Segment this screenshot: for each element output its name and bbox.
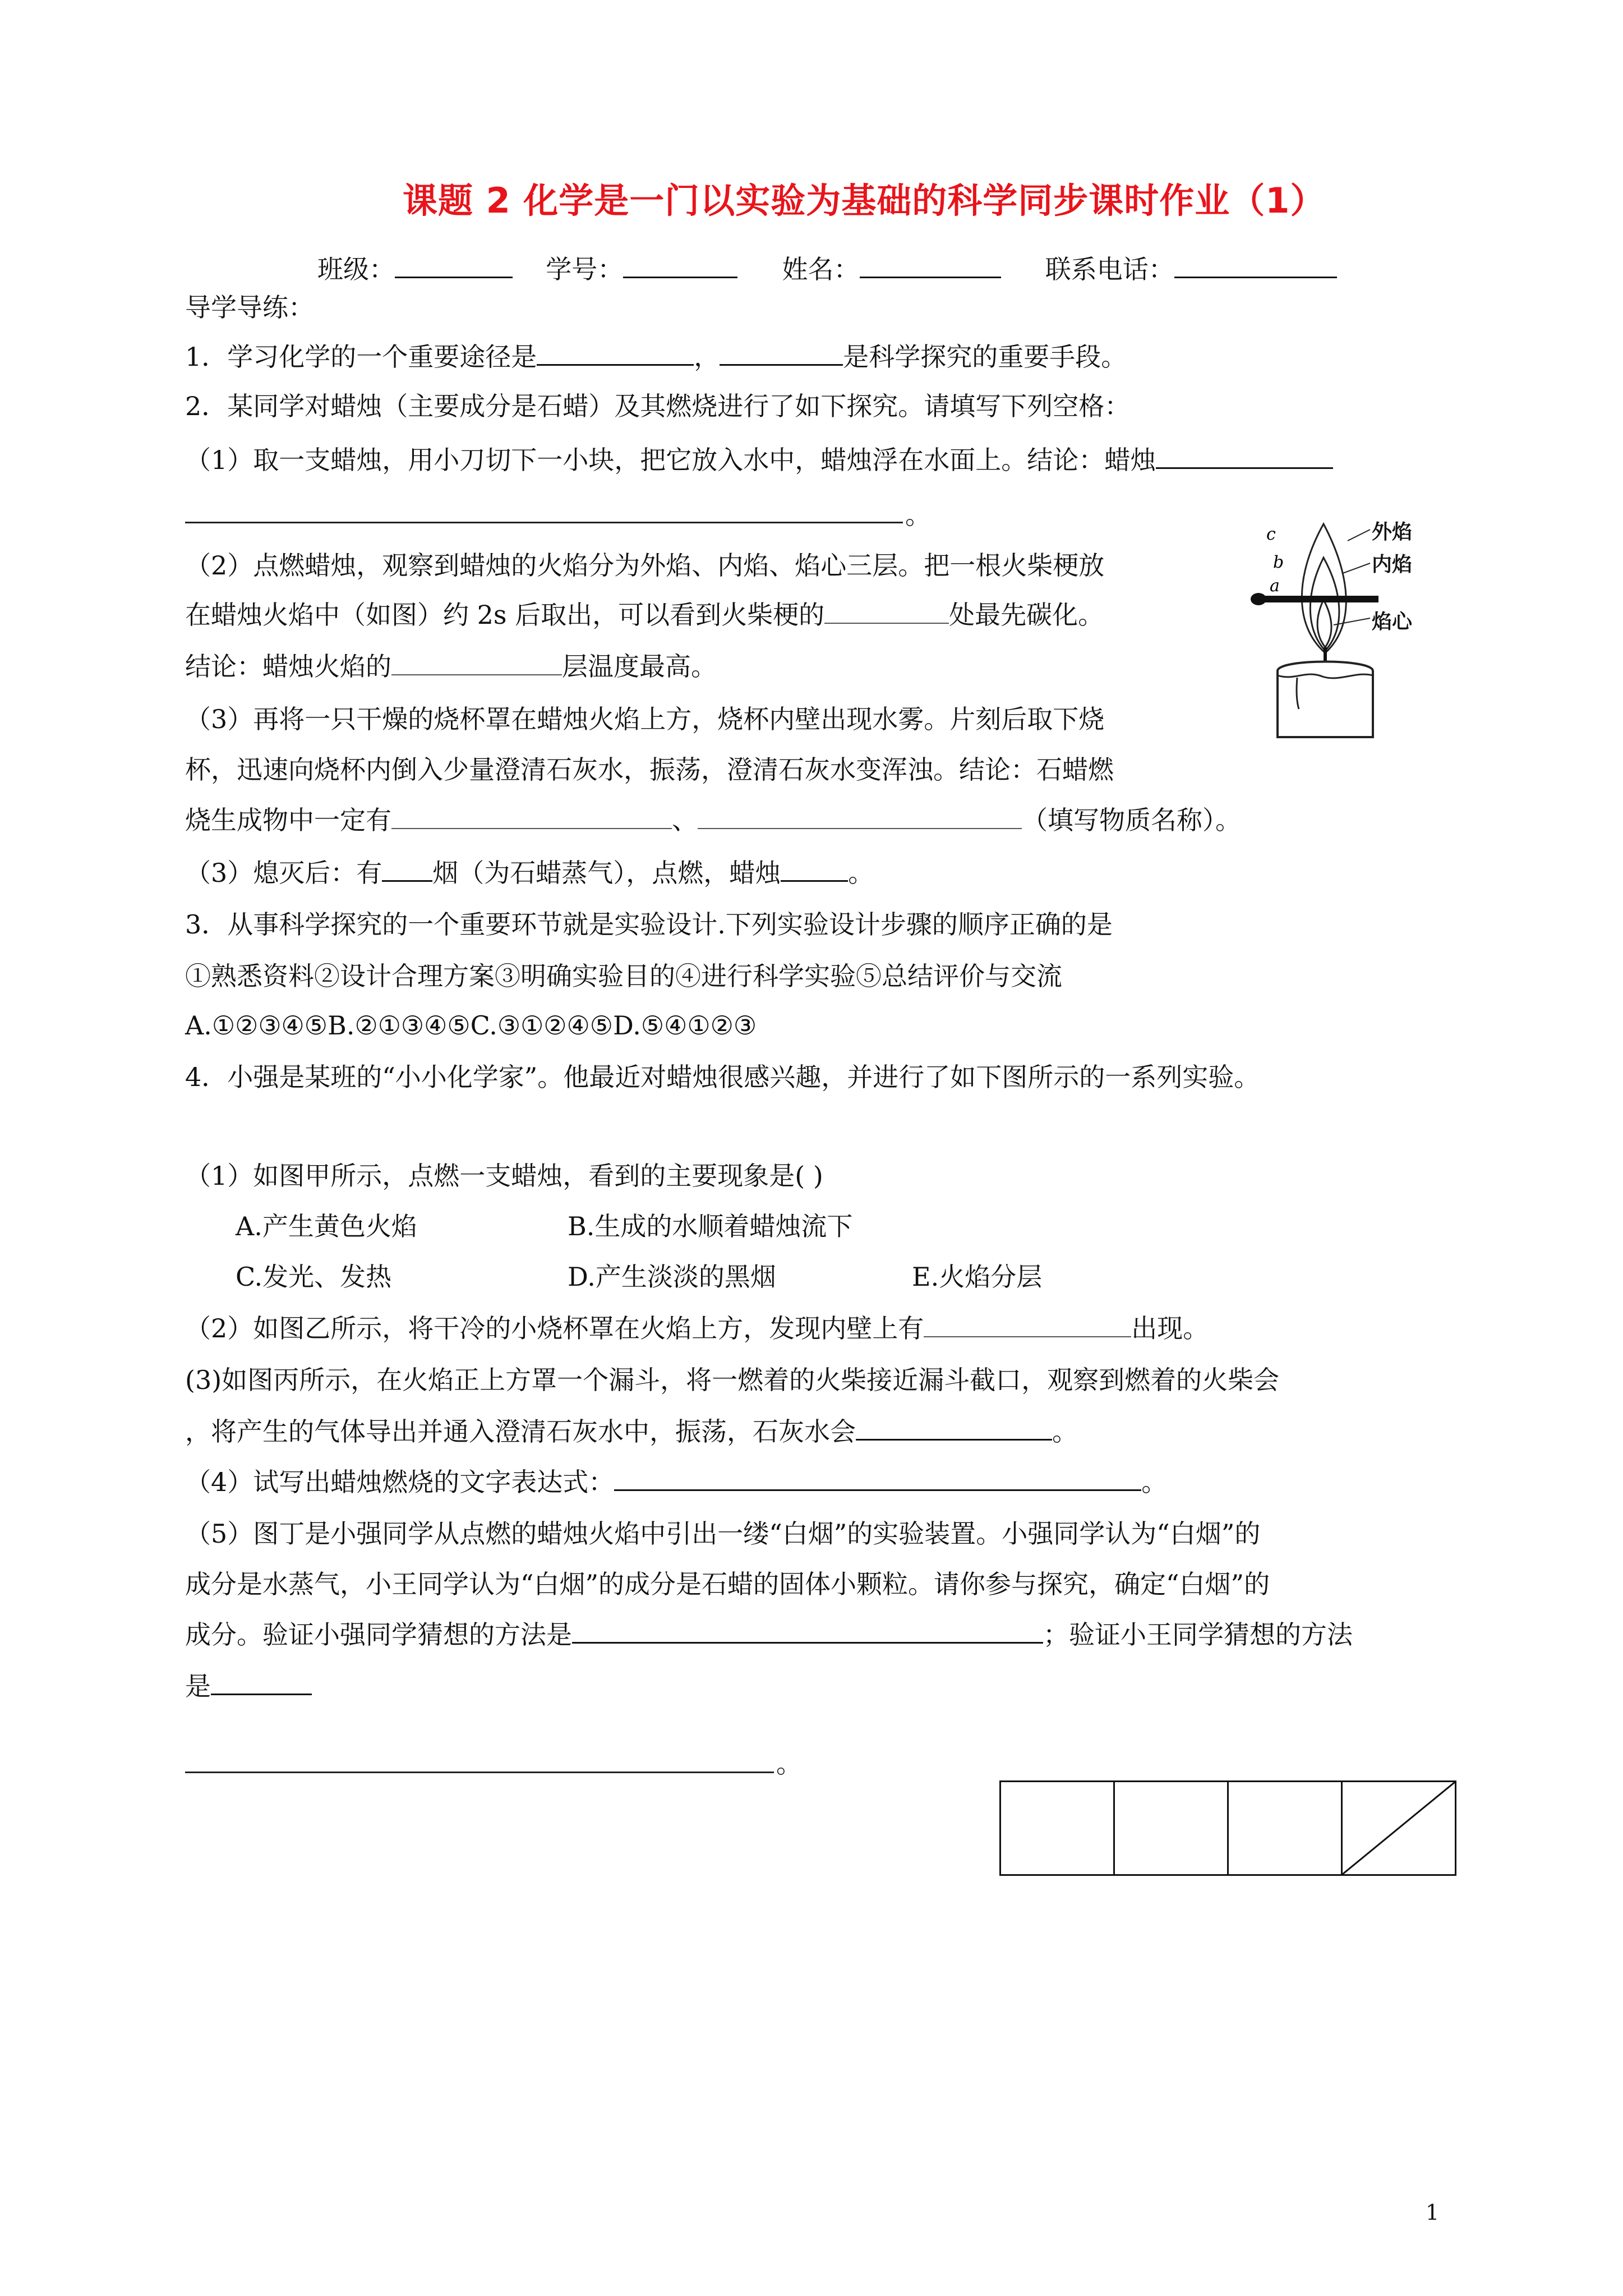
q2-s2-blank-2[interactable] [391, 652, 562, 675]
q4-part-5-line4 [185, 1671, 312, 1702]
q3-options: A.①②③④⑤B.②①③④⑤C.③①②④⑤D.⑤④①②③ [185, 1010, 757, 1041]
q4-part-2 [185, 1313, 1209, 1344]
q2-s4-text: （3）熄灭后：有 [185, 858, 382, 888]
q4-s4-blank[interactable] [614, 1467, 1141, 1491]
q4-s2-end: 出现。 [1131, 1313, 1209, 1343]
phone-field[interactable] [1174, 254, 1337, 278]
letter-a: a [1270, 576, 1280, 596]
q4-option-a: A.产生黄色火焰 [236, 1211, 417, 1241]
score-table [999, 1780, 1456, 1876]
student-info-row [317, 249, 1337, 286]
q4-s5-blank-1[interactable] [572, 1619, 1043, 1644]
class-field[interactable] [395, 254, 513, 278]
q2-s1-text: （1）取一支蜡烛，用小刀切下一小块，把它放入水中，蜡烛浮在水面上。结论：蜡烛 [185, 445, 1156, 475]
q4-s2-text: （2）如图乙所示，将干冷的小烧杯罩在火焰上方，发现内壁上有 [185, 1313, 924, 1343]
q1-text-a: 1．学习化学的一个重要途径是 [185, 342, 537, 372]
q2-s4-text2: 烟（为石蜡蒸气），点燃，蜡烛 [432, 858, 781, 888]
label-inner-flame: 内焰 [1372, 553, 1413, 576]
letter-b: b [1273, 553, 1284, 572]
q4-part-4 [185, 1466, 1167, 1498]
q2-step-2-line2 [185, 599, 1104, 631]
q2-s3-sep: 、 [672, 805, 698, 835]
q2-step-4 [185, 857, 874, 889]
q1-blank-1[interactable] [537, 342, 694, 366]
label-flame-core: 焰心 [1372, 610, 1413, 633]
q2-s2-conclusion: 结论：蜡烛火焰的 [185, 651, 391, 682]
phone-label: 联系电话： [1045, 254, 1174, 284]
number-field[interactable] [623, 254, 737, 278]
q2-s3-blank-1[interactable] [391, 806, 672, 829]
q2-s1-blank[interactable] [1156, 445, 1333, 469]
q4-s3-text: ，将产生的气体导出并通入澄清石灰水中，振荡，石灰水会 [185, 1416, 856, 1447]
q2-step-1 [185, 444, 1333, 476]
q2-s3-text: 烧生成物中一定有 [185, 805, 391, 835]
q4-part-5-line3 [185, 1619, 1353, 1650]
q4-s2-blank[interactable] [924, 1314, 1131, 1337]
q1-blank-2[interactable] [720, 342, 843, 366]
q1-text-b: ， [694, 342, 720, 372]
q4-option-e: E.火焰分层 [912, 1262, 1043, 1292]
q4-s5-blank-2[interactable] [211, 1671, 312, 1695]
q4-s4-end: 。 [1141, 1467, 1168, 1497]
question-2-intro: 2．某同学对蜡烛（主要成分是石蜡）及其燃烧进行了如下探究。请填写下列空格： [185, 391, 1131, 421]
score-cell-3[interactable] [1228, 1782, 1342, 1875]
q4-s5-end: 。 [776, 1749, 802, 1779]
name-label: 姓名： [782, 254, 860, 284]
q4-s3-end: 。 [1052, 1416, 1078, 1447]
question-3: 3．从事科学探究的一个重要环节就是实验设计.下列实验设计步骤的顺序正确的是 [185, 909, 1113, 940]
q3-steps: ①熟悉资料②设计合理方案③明确实验目的④进行科学实验⑤总结评价与交流 [185, 961, 1062, 991]
class-label: 班级： [317, 254, 395, 284]
question-1 [185, 341, 1127, 372]
q2-step-2-line3 [185, 651, 717, 682]
q2-step-2-line1: （2）点燃蜡烛，观察到蜡烛的火焰分为外焰、内焰、焰心三层。把一根火柴梗放 [185, 550, 1105, 581]
q2-s4-blank-2[interactable] [781, 858, 848, 882]
page-title: 课题 2 化学是一门以实验为基础的科学同步课时作业（1） [403, 180, 1326, 221]
q2-s2-blank[interactable] [824, 600, 949, 624]
q4-s5-text3: 是 [185, 1671, 211, 1701]
score-cell-1[interactable] [1000, 1782, 1114, 1875]
q4-s5-text2: ；验证小王同学猜想的方法 [1043, 1619, 1353, 1650]
q4-option-c: C.发光、发热 [236, 1262, 392, 1292]
q4-s3-blank[interactable] [856, 1416, 1052, 1441]
q4-part-3-line1: (3)如图丙所示，在火焰正上方罩一个漏斗，将一燃着的火柴接近漏斗截口，观察到燃着的火柴会 [185, 1365, 1280, 1395]
q4-part-1: （1）如图甲所示，点燃一支蜡烛，看到的主要现象是( ) [185, 1161, 823, 1191]
q2-s1-end: 。 [905, 500, 931, 530]
q2-s4-blank-1[interactable] [382, 858, 432, 882]
q2-s1-blank-cont[interactable] [185, 522, 903, 523]
section-heading: 导学导练： [185, 292, 314, 323]
page-number: 1 [1426, 2200, 1440, 2225]
number-label: 学号： [546, 254, 624, 284]
q2-s3-end: （填写物质名称）。 [1022, 805, 1241, 835]
q2-s2-text2: 处最先碳化。 [949, 600, 1104, 630]
q2-s2-conclusion-end: 层温度最高。 [562, 651, 717, 682]
q4-part-3-line2 [185, 1416, 1078, 1447]
score-cell-2[interactable] [1114, 1782, 1228, 1875]
q4-option-d: D.产生淡淡的黑烟 [568, 1262, 776, 1292]
label-outer-flame: 外焰 [1372, 521, 1413, 544]
candle-flame-figure [1244, 507, 1423, 748]
q1-text-c: 是科学探究的重要手段。 [843, 342, 1127, 372]
q2-s3-blank-2[interactable] [698, 806, 1022, 829]
q2-step-3-line3 [185, 804, 1241, 836]
q4-part-5-line1: （5）图丁是小强同学从点燃的蜡烛火焰中引出一缕“白烟”的实验装置。小强同学认为“白烟”的 [185, 1519, 1261, 1549]
letter-c: c [1266, 524, 1276, 544]
q4-s5-blank-3[interactable] [185, 1772, 774, 1773]
q2-s2-text: 在蜡烛火焰中（如图）约 2s 后取出，可以看到火柴梗的 [185, 600, 825, 630]
score-cell-4-diagonal [1342, 1782, 1456, 1875]
q4-part-5-line2: 成分是水蒸气，小王同学认为“白烟”的成分是石蜡的固体小颗粒。请你参与探究，确定“白烟”的 [185, 1569, 1270, 1599]
name-field[interactable] [860, 254, 1001, 278]
diagonal-line [1343, 1782, 1455, 1874]
q4-s5-text: 成分。验证小强同学猜想的方法是 [185, 1619, 572, 1650]
q2-step-3-line1: （3）再将一只干燥的烧杯罩在蜡烛火焰上方，烧杯内壁出现水雾。片刻后取下烧 [185, 704, 1105, 734]
question-4-intro: 4．小强是某班的“小小化学家”。他最近对蜡烛很感兴趣，并进行了如下图所示的一系列实验。 [185, 1062, 1260, 1092]
q2-s4-end: 。 [848, 858, 874, 888]
q4-option-b: B.生成的水顺着蜡烛流下 [568, 1211, 853, 1241]
q4-s4-text: （4）试写出蜡烛燃烧的文字表达式： [185, 1467, 615, 1497]
q2-step-3-line2: 杯，迅速向烧杯内倒入少量澄清石灰水，振荡，澄清石灰水变浑浊。结论：石蜡燃 [185, 754, 1114, 785]
